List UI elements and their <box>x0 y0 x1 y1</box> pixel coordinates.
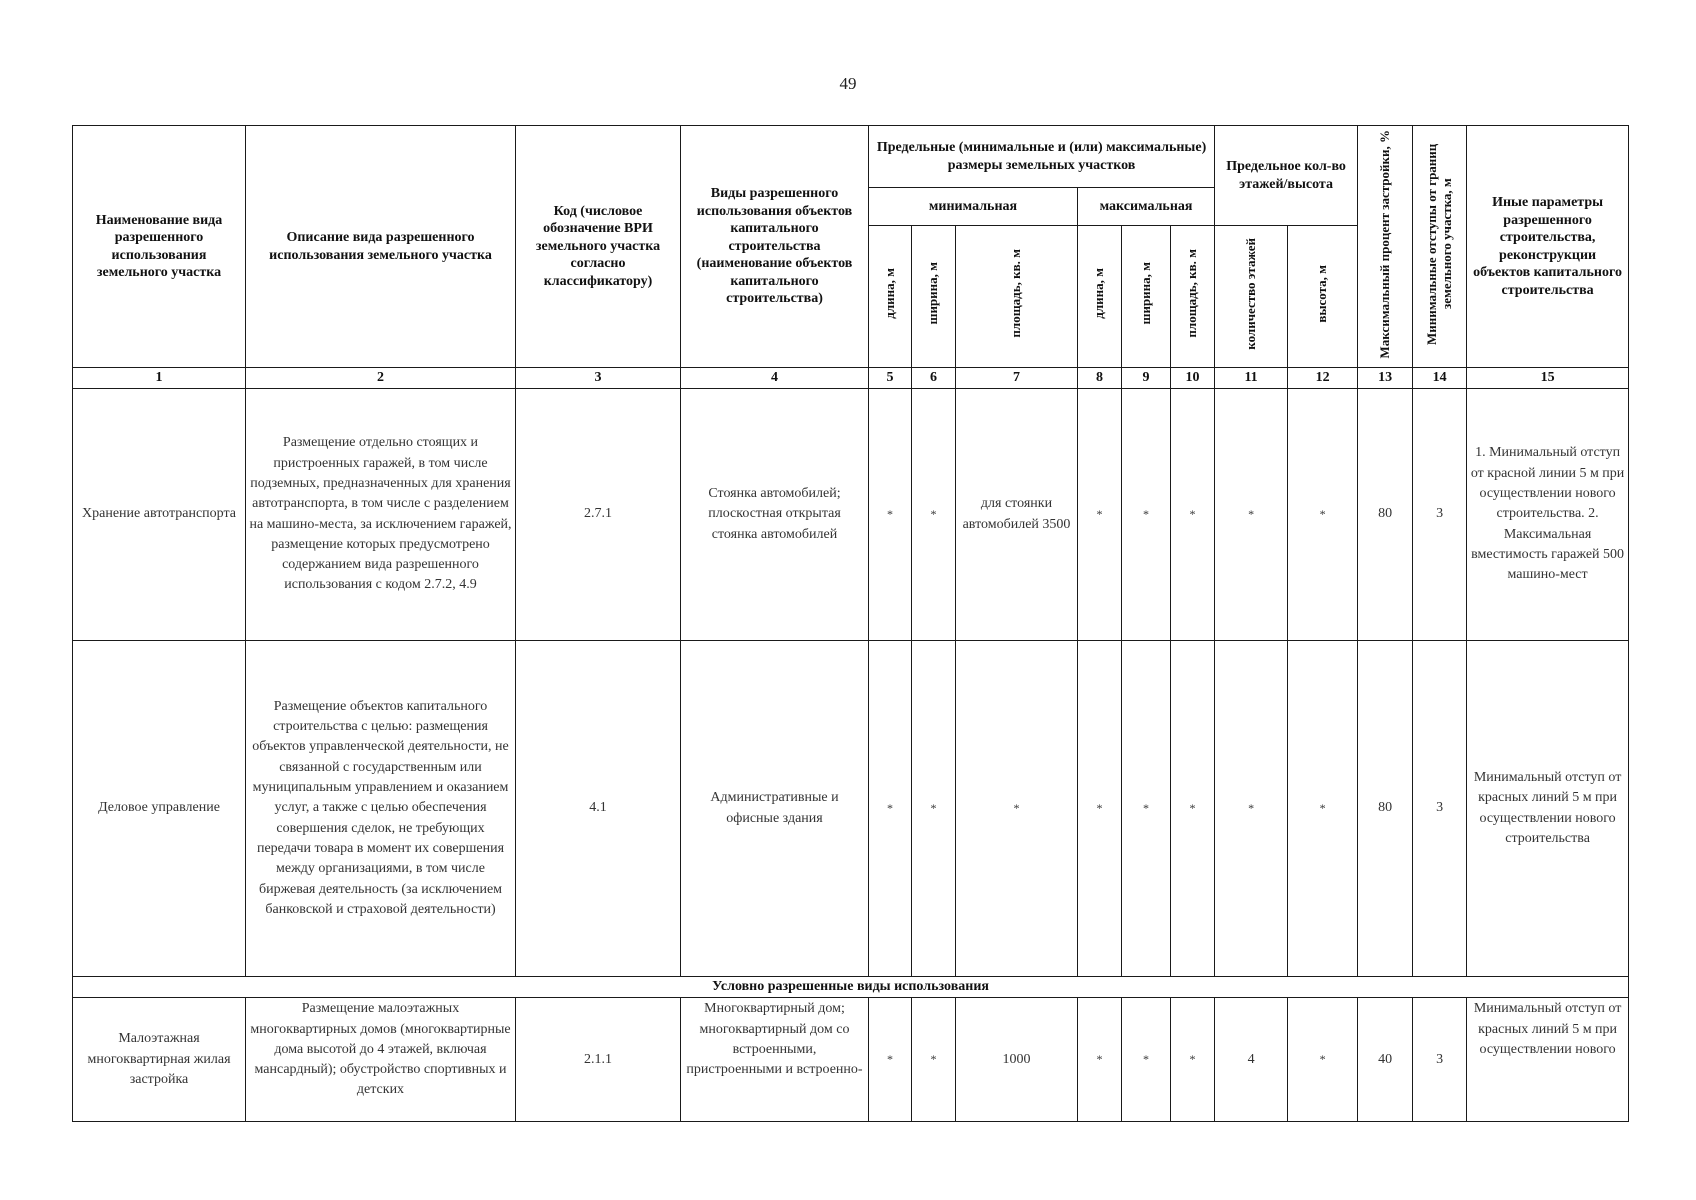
row-other: Минимальный отступ от красных линий 5 м при осуществлении нового строительства <box>1467 641 1629 977</box>
col-number: 9 <box>1122 368 1171 389</box>
header-min-width: ширина, м <box>912 226 956 368</box>
header-min-area: площадь, кв. м <box>956 226 1078 368</box>
header-percent: Максимальный процент застройки, % <box>1358 126 1413 368</box>
header-name: Наименование вида разрешенного использования земельного участка <box>73 126 246 368</box>
header-other: Иные параметры разрешенного строительства, реконструкции объектов капитального строительства <box>1467 126 1629 368</box>
col-number: 1 <box>73 368 246 389</box>
col-number: 4 <box>681 368 869 389</box>
row-max-width: * <box>1122 389 1171 641</box>
section-row <box>73 977 1629 998</box>
zoning-table <box>72 125 1629 1122</box>
row-max-length: * <box>1078 998 1122 1122</box>
header-height: высота, м <box>1288 226 1358 368</box>
table-row <box>73 389 1629 641</box>
row-objects: Административные и офисные здания <box>681 641 869 977</box>
table-row <box>73 998 1629 1122</box>
row-setback: 3 <box>1413 998 1467 1122</box>
row-code: 2.1.1 <box>516 998 681 1122</box>
header-floor-count: количество этажей <box>1215 226 1288 368</box>
row-code: 4.1 <box>516 641 681 977</box>
row-min-area: для стоянки автомобилей 3500 <box>956 389 1078 641</box>
col-number: 14 <box>1413 368 1467 389</box>
row-height: * <box>1288 998 1358 1122</box>
col-number: 8 <box>1078 368 1122 389</box>
col-number: 11 <box>1215 368 1288 389</box>
row-name: Деловое управление <box>73 641 246 977</box>
row-min-length: * <box>869 389 912 641</box>
col-number: 2 <box>246 368 516 389</box>
row-height: * <box>1288 389 1358 641</box>
row-code: 2.7.1 <box>516 389 681 641</box>
column-numbers-row <box>73 368 1629 389</box>
row-height: * <box>1288 641 1358 977</box>
col-number: 13 <box>1358 368 1413 389</box>
row-max-area: * <box>1171 641 1215 977</box>
row-max-length: * <box>1078 641 1122 977</box>
row-name: Хранение автотранспорта <box>73 389 246 641</box>
row-min-width: * <box>912 389 956 641</box>
header-floors-group: Предельное кол-во этажей/высота <box>1215 126 1358 226</box>
col-number: 15 <box>1467 368 1629 389</box>
row-max-area: * <box>1171 998 1215 1122</box>
row-setback: 3 <box>1413 389 1467 641</box>
table-row <box>73 641 1629 977</box>
header-description: Описание вида разрешенного использования земельного участка <box>246 126 516 368</box>
row-floor-count: * <box>1215 641 1288 977</box>
header-max: максимальная <box>1078 188 1215 226</box>
row-min-width: * <box>912 998 956 1122</box>
row-max-width: * <box>1122 998 1171 1122</box>
row-min-width: * <box>912 641 956 977</box>
row-description: Размещение малоэтажных многоквартирных домов (многоквартирные дома высотой до 4 этажей, включая мансардный); обустройство спортивных и детских <box>246 998 516 1122</box>
row-max-area: * <box>1171 389 1215 641</box>
row-description: Размещение отдельно стоящих и пристроенных гаражей, в том числе подземных, предназначенных для хранения автотранспорта, в том числе с разделением на машино-места, за исключением гаражей, размещение которых предусмотрено содержанием вида разрешенного использования с кодом 2.7.2, 4.9 <box>246 389 516 641</box>
row-objects: Многоквартирный дом; многоквартирный дом со встроенными, пристроенными и встроенно- <box>681 998 869 1122</box>
row-description: Размещение объектов капитального строительства с целью: размещения объектов управленческой деятельности, не связанной с государственным или муниципальным управлением и оказанием услуг, а также с целью обеспечения совершения сделок, не требующих передачи товара в момент их совершения между организациями, в том числе биржевая деятельность (за исключением банковской и страховой деятельности) <box>246 641 516 977</box>
row-min-length: * <box>869 641 912 977</box>
row-percent: 80 <box>1358 641 1413 977</box>
col-number: 6 <box>912 368 956 389</box>
row-percent: 40 <box>1358 998 1413 1122</box>
row-max-length: * <box>1078 389 1122 641</box>
col-number: 10 <box>1171 368 1215 389</box>
row-setback: 3 <box>1413 641 1467 977</box>
row-floor-count: 4 <box>1215 998 1288 1122</box>
header-setback: Минимальные отступы от границ земельного участка, м <box>1413 126 1467 368</box>
header-limits: Предельные (минимальные и (или) максимальные) размеры земельных участков <box>869 126 1215 188</box>
section-title: Условно разрешенные виды использования <box>73 977 1629 998</box>
header-max-width: ширина, м <box>1122 226 1171 368</box>
header-max-length: длина, м <box>1078 226 1122 368</box>
row-percent: 80 <box>1358 389 1413 641</box>
row-min-area: * <box>956 641 1078 977</box>
row-max-width: * <box>1122 641 1171 977</box>
col-number: 7 <box>956 368 1078 389</box>
row-floor-count: * <box>1215 389 1288 641</box>
row-other: Минимальный отступ от красных линий 5 м при осуществлении нового <box>1467 998 1629 1122</box>
page-number: 49 <box>839 74 857 93</box>
row-min-length: * <box>869 998 912 1122</box>
row-other: 1. Минимальный отступ от красной линии 5 м при осуществлении нового строительства. 2. Максимальная вместимость гаражей 500 машино-мест <box>1467 389 1629 641</box>
row-min-area: 1000 <box>956 998 1078 1122</box>
header-min: минимальная <box>869 188 1078 226</box>
header-max-area: площадь, кв. м <box>1171 226 1215 368</box>
row-objects: Стоянка автомобилей; плоскостная открытая стоянка автомобилей <box>681 389 869 641</box>
header-min-length: длина, м <box>869 226 912 368</box>
header-objects: Виды разрешенного использования объектов капитального строительства (наименование объектов капитального строительства) <box>681 126 869 368</box>
header-code: Код (числовое обозначение ВРИ земельного участка согласно классификатору) <box>516 126 681 368</box>
col-number: 12 <box>1288 368 1358 389</box>
col-number: 3 <box>516 368 681 389</box>
row-name: Малоэтажная многоквартирная жилая застройка <box>73 998 246 1122</box>
col-number: 5 <box>869 368 912 389</box>
